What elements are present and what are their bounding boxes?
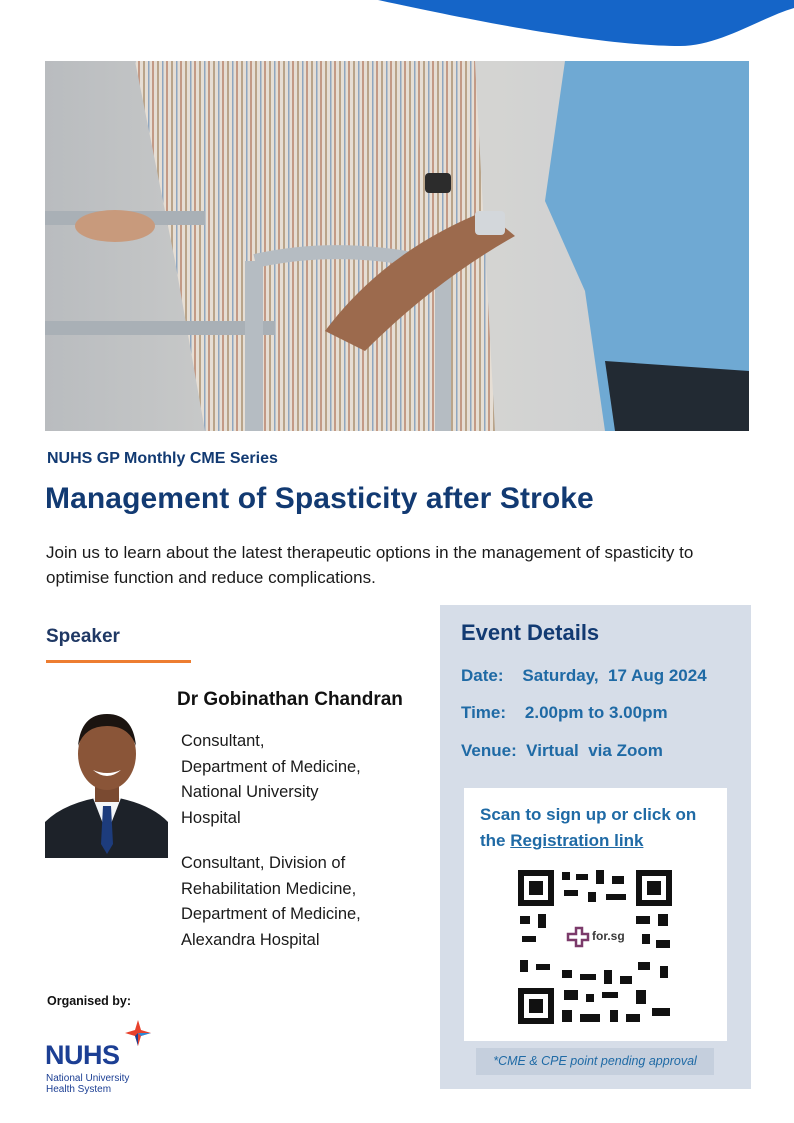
hero-photo (45, 61, 749, 431)
qr-logo-text: for.sg (592, 929, 625, 943)
speaker-heading: Speaker (46, 626, 120, 647)
speaker-role-alexandra: Consultant, Division of Rehabilitation Medicine, Department of Medicine, Alexandra Hospital (181, 854, 361, 949)
event-time: Time: 2.00pm to 3.00pm (461, 703, 668, 722)
nuhs-star-icon (123, 1018, 153, 1048)
series-label: NUHS GP Monthly CME Series (47, 450, 278, 467)
cme-approval-note: *CME & CPE point pending approval (476, 1048, 714, 1075)
registration-prompt: Scan to sign up or click on the (480, 805, 697, 850)
organiser-label: Organised by: (47, 994, 132, 1008)
speaker-photo (45, 704, 168, 858)
registration-box (464, 788, 727, 1041)
event-venue: Venue: Virtual via Zoom (461, 741, 663, 760)
registration-qr-code[interactable] (518, 870, 672, 1024)
speaker-role-nuh: Consultant, Department of Medicine, National University Hospital (181, 732, 361, 827)
event-details-heading: Event Details (461, 620, 600, 645)
page-title: Management of Spasticity after Stroke (45, 482, 594, 515)
registration-link[interactable]: Registration link (510, 831, 644, 850)
event-details-panel (440, 605, 751, 1089)
nuhs-logo-subtitle: National University Health System (46, 1073, 130, 1095)
nuhs-logo-text: NUHS (45, 1040, 120, 1070)
intro-text: Join us to learn about the latest therapeutic options in the management of spasticity to optimise function and reduce complications. (46, 543, 694, 587)
nuhs-logo (45, 1018, 155, 1096)
speaker-divider (46, 660, 191, 663)
registration-text (480, 802, 720, 854)
event-date: Date: Saturday, 17 Aug 2024 (461, 666, 707, 685)
speaker-name: Dr Gobinathan Chandran (177, 689, 403, 710)
top-swoosh-decoration (0, 0, 794, 50)
